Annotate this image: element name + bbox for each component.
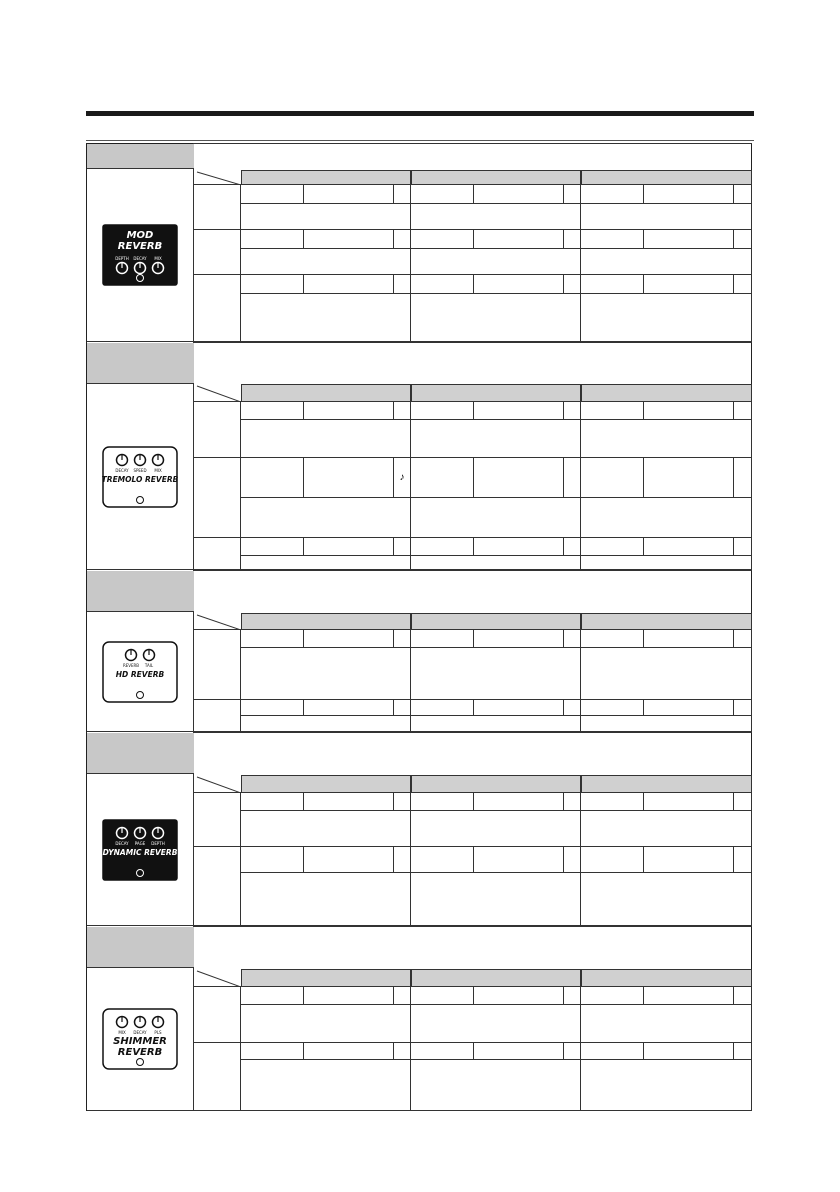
svg-text:PLS: PLS — [154, 1030, 162, 1035]
param-unit-cell — [734, 630, 752, 648]
param-range-cell — [304, 230, 394, 249]
param-range-cell — [644, 458, 734, 498]
param-description-cell — [241, 498, 411, 538]
param-description-cell — [581, 294, 752, 342]
effect-name-cell — [87, 144, 194, 169]
param-description-cell — [241, 294, 411, 342]
param-range-cell — [304, 700, 394, 716]
param-range-cell — [644, 1043, 734, 1060]
svg-text:HD REVERB: HD REVERB — [115, 669, 165, 679]
pedal-illustration — [102, 446, 178, 508]
svg-text:DECAY: DECAY — [115, 840, 129, 846]
param-unit-cell — [564, 793, 581, 811]
param-name-cell — [241, 1043, 304, 1060]
param-description-cell — [241, 1060, 411, 1111]
param-unit-cell — [394, 700, 411, 716]
param-name-cell — [241, 402, 304, 420]
pedal-illustration — [102, 1008, 178, 1070]
svg-text:REVERB: REVERB — [122, 662, 140, 668]
param-unit-cell — [564, 458, 581, 498]
param-unit-cell — [564, 700, 581, 716]
param-name-cell — [581, 275, 644, 294]
param-description-cell — [411, 498, 581, 538]
param-unit-cell — [734, 700, 752, 716]
param-range-cell — [474, 185, 564, 204]
param-description-cell — [241, 556, 411, 570]
param-description-cell — [411, 204, 581, 230]
param-unit-cell — [564, 630, 581, 648]
param-unit-cell — [564, 230, 581, 249]
param-range-cell — [304, 458, 394, 498]
svg-text:MIX: MIX — [154, 256, 162, 261]
param-range-cell — [474, 275, 564, 294]
param-unit-cell — [734, 230, 752, 249]
svg-text:TAIL: TAIL — [144, 662, 154, 668]
param-range-cell — [304, 793, 394, 811]
param-name-cell — [581, 538, 644, 556]
param-description-cell — [241, 249, 411, 275]
param-description-cell — [241, 716, 411, 732]
svg-text:DECAY: DECAY — [115, 467, 129, 473]
parameter-header — [411, 170, 581, 185]
param-description-cell — [411, 648, 581, 700]
param-description-cell — [411, 556, 581, 570]
param-description-cell — [581, 498, 752, 538]
svg-text:MIX: MIX — [118, 1030, 126, 1035]
effect-description-cell — [193, 570, 752, 612]
svg-text:DECAY: DECAY — [133, 1030, 147, 1035]
row-label — [193, 230, 241, 275]
svg-text:REVERB: REVERB — [117, 1047, 163, 1058]
param-description-cell — [581, 811, 752, 847]
param-name-cell — [241, 538, 304, 556]
parameter-header — [241, 170, 411, 185]
param-description-cell — [581, 556, 752, 570]
param-range-cell — [474, 458, 564, 498]
param-description-cell — [581, 648, 752, 700]
row-label — [193, 700, 241, 732]
svg-text:MIX: MIX — [154, 467, 162, 473]
param-unit-cell — [394, 185, 411, 204]
param-unit-cell — [394, 630, 411, 648]
parameter-header — [581, 170, 752, 185]
param-unit-cell — [394, 230, 411, 249]
param-name-cell — [411, 987, 474, 1005]
param-range-cell — [474, 793, 564, 811]
param-range-cell — [644, 230, 734, 249]
effect-description-cell — [193, 342, 752, 384]
param-name-cell — [411, 630, 474, 648]
param-unit-cell — [734, 402, 752, 420]
param-unit-cell — [734, 1043, 752, 1060]
param-range-cell — [644, 847, 734, 873]
param-range-cell — [644, 402, 734, 420]
parameter-header — [411, 384, 581, 402]
param-description-cell — [241, 420, 411, 458]
param-name-cell — [411, 230, 474, 249]
param-range-cell — [304, 185, 394, 204]
param-range-cell — [644, 793, 734, 811]
param-unit-cell — [734, 458, 752, 498]
pedal-illustration — [102, 224, 178, 286]
header-corner — [193, 384, 241, 402]
row-label — [193, 275, 241, 342]
param-range-cell — [474, 630, 564, 648]
param-range-cell — [644, 275, 734, 294]
param-unit-cell — [394, 793, 411, 811]
param-unit-cell — [564, 987, 581, 1005]
param-description-cell — [411, 716, 581, 732]
corner-diagonal — [193, 775, 241, 793]
parameter-header — [581, 384, 752, 402]
param-range-cell — [644, 185, 734, 204]
row-label — [193, 630, 241, 700]
param-range-cell — [644, 630, 734, 648]
pedal-image-cell — [87, 612, 194, 732]
param-name-cell — [241, 793, 304, 811]
param-description-cell — [411, 1005, 581, 1043]
param-name-cell — [241, 847, 304, 873]
row-label — [193, 538, 241, 570]
param-range-cell — [304, 847, 394, 873]
corner-diagonal — [193, 170, 241, 185]
param-range-cell — [644, 538, 734, 556]
param-name-cell — [581, 793, 644, 811]
param-description-cell — [581, 1060, 752, 1111]
row-label — [193, 793, 241, 847]
effect-name-cell — [87, 733, 194, 774]
param-name-cell — [241, 700, 304, 716]
param-name-cell — [411, 458, 474, 498]
param-unit-cell — [394, 1043, 411, 1060]
param-unit-cell — [394, 538, 411, 556]
param-description-cell — [241, 1005, 411, 1043]
param-range-cell — [474, 700, 564, 716]
param-name-cell — [411, 1043, 474, 1060]
param-unit-cell: ♪ — [394, 458, 411, 498]
pedal-illustration — [102, 641, 178, 703]
param-name-cell — [411, 793, 474, 811]
effect-description-cell — [193, 143, 752, 169]
pedal-illustration — [102, 819, 178, 881]
param-description-cell — [241, 648, 411, 700]
param-name-cell — [581, 630, 644, 648]
param-name-cell — [581, 230, 644, 249]
param-unit-cell — [394, 402, 411, 420]
svg-text:DYNAMIC REVERB: DYNAMIC REVERB — [102, 847, 178, 857]
pedal-image-cell — [87, 384, 194, 570]
param-unit-cell — [734, 275, 752, 294]
param-unit-cell — [734, 538, 752, 556]
header-corner — [193, 613, 241, 630]
param-name-cell — [581, 402, 644, 420]
param-name-cell — [411, 275, 474, 294]
svg-text:MOD: MOD — [126, 230, 154, 241]
param-description-cell — [581, 873, 752, 926]
parameter-header — [411, 969, 581, 987]
param-name-cell — [411, 185, 474, 204]
param-description-cell — [581, 1005, 752, 1043]
param-name-cell — [581, 847, 644, 873]
param-name-cell — [241, 185, 304, 204]
param-description-cell — [241, 204, 411, 230]
row-label — [193, 458, 241, 538]
parameter-header — [241, 969, 411, 987]
corner-diagonal — [193, 384, 241, 402]
param-unit-cell — [394, 847, 411, 873]
row-label — [193, 847, 241, 926]
parameter-header — [581, 775, 752, 793]
top-rule — [86, 111, 754, 116]
param-unit-cell — [394, 275, 411, 294]
svg-text:DEPTH: DEPTH — [115, 256, 129, 261]
param-description-cell — [411, 811, 581, 847]
svg-text:DECAY: DECAY — [133, 256, 147, 261]
param-name-cell — [241, 275, 304, 294]
param-unit-cell — [564, 847, 581, 873]
param-range-cell — [474, 1043, 564, 1060]
pedal-image-cell — [87, 169, 194, 342]
parameter-header — [581, 969, 752, 987]
effect-description-cell — [193, 926, 752, 968]
param-unit-cell — [564, 1043, 581, 1060]
param-name-cell — [581, 700, 644, 716]
sub-rule — [86, 140, 754, 141]
corner-diagonal — [193, 969, 241, 987]
row-label — [193, 987, 241, 1043]
parameter-header — [411, 613, 581, 630]
header-corner — [193, 170, 241, 185]
row-label — [193, 402, 241, 458]
param-range-cell — [644, 987, 734, 1005]
param-description-cell — [411, 420, 581, 458]
param-name-cell — [411, 700, 474, 716]
effect-name-cell — [87, 343, 194, 384]
param-unit-cell — [734, 793, 752, 811]
param-unit-cell — [564, 275, 581, 294]
param-name-cell — [241, 630, 304, 648]
param-unit-cell — [394, 987, 411, 1005]
param-description-cell — [581, 420, 752, 458]
pedal-image-cell — [87, 968, 194, 1111]
param-unit-cell — [564, 185, 581, 204]
svg-text:SHIMMER: SHIMMER — [113, 1036, 167, 1047]
param-description-cell — [241, 811, 411, 847]
param-description-cell — [411, 1060, 581, 1111]
header-corner — [193, 969, 241, 987]
svg-text:DEPTH: DEPTH — [151, 840, 165, 846]
param-range-cell — [474, 847, 564, 873]
param-range-cell — [304, 630, 394, 648]
svg-text:PAGE: PAGE — [134, 840, 146, 846]
param-name-cell — [581, 185, 644, 204]
param-description-cell — [241, 873, 411, 926]
svg-text:REVERB: REVERB — [117, 241, 163, 252]
param-name-cell — [411, 402, 474, 420]
param-description-cell — [411, 294, 581, 342]
param-range-cell — [644, 700, 734, 716]
param-name-cell — [581, 458, 644, 498]
param-name-cell — [241, 987, 304, 1005]
param-range-cell — [474, 538, 564, 556]
param-unit-cell — [734, 847, 752, 873]
parameter-header — [241, 613, 411, 630]
pedal-image-cell — [87, 774, 194, 926]
param-description-cell — [581, 249, 752, 275]
svg-text:TREMOLO REVERB: TREMOLO REVERB — [102, 474, 178, 484]
parameter-header — [241, 775, 411, 793]
param-description-cell — [581, 716, 752, 732]
param-name-cell — [241, 458, 304, 498]
param-name-cell — [581, 1043, 644, 1060]
param-range-cell — [304, 402, 394, 420]
param-range-cell — [474, 230, 564, 249]
header-corner — [193, 775, 241, 793]
param-range-cell — [304, 1043, 394, 1060]
param-range-cell — [304, 538, 394, 556]
param-unit-cell — [564, 402, 581, 420]
corner-diagonal — [193, 613, 241, 630]
param-unit-cell — [734, 987, 752, 1005]
effect-name-cell — [87, 927, 194, 968]
param-unit-cell — [564, 538, 581, 556]
param-range-cell — [474, 987, 564, 1005]
param-description-cell — [411, 249, 581, 275]
param-range-cell — [304, 275, 394, 294]
param-name-cell — [411, 847, 474, 873]
param-description-cell — [411, 873, 581, 926]
row-label — [193, 1043, 241, 1111]
param-name-cell — [241, 230, 304, 249]
parameter-header — [411, 775, 581, 793]
row-label — [193, 185, 241, 230]
param-range-cell — [304, 987, 394, 1005]
param-name-cell — [411, 538, 474, 556]
parameter-header — [241, 384, 411, 402]
param-range-cell — [474, 402, 564, 420]
svg-text:SPEED: SPEED — [133, 467, 147, 473]
param-unit-cell — [734, 185, 752, 204]
param-description-cell — [581, 204, 752, 230]
effect-description-cell — [193, 732, 752, 774]
effect-name-cell — [87, 571, 194, 612]
parameter-header — [581, 613, 752, 630]
param-name-cell — [581, 987, 644, 1005]
